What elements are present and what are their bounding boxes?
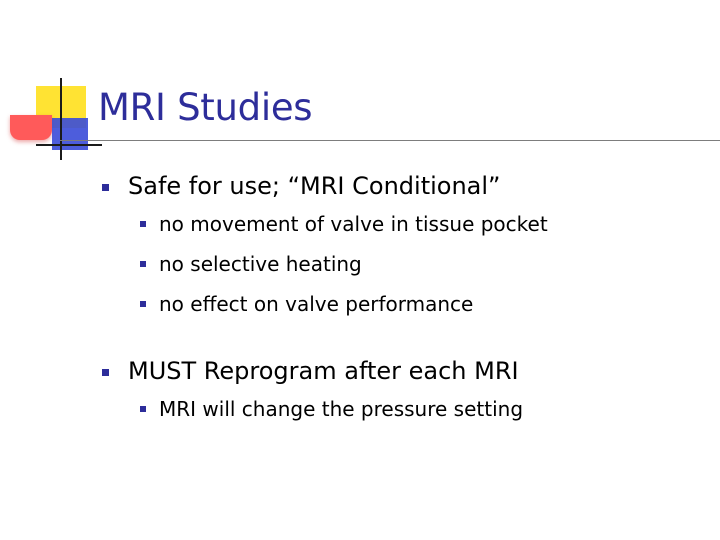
bullet-text: MUST Reprogram after each MRI xyxy=(128,357,519,385)
sub-bullet-item xyxy=(100,284,700,324)
square-bullet-icon xyxy=(102,369,109,376)
sub-bullet-item xyxy=(100,204,700,244)
slide-body xyxy=(100,168,700,429)
square-bullet-icon xyxy=(140,221,146,227)
bullet-item xyxy=(100,353,700,389)
bullet-text: Safe for use; “MRI Conditional” xyxy=(128,172,501,200)
sub-bullet-item xyxy=(100,244,700,284)
sub-bullet-item xyxy=(100,389,700,429)
sub-bullet-text: no effect on valve performance xyxy=(159,292,474,316)
sub-bullet-text: no movement of valve in tissue pocket xyxy=(159,212,548,236)
slide-title: MRI Studies xyxy=(98,86,313,129)
logo-vertical-line xyxy=(60,78,62,160)
square-bullet-icon xyxy=(102,184,109,191)
square-bullet-icon xyxy=(140,261,146,267)
square-bullet-icon xyxy=(140,406,146,412)
logo-red-shape xyxy=(10,115,52,140)
decorative-logo xyxy=(0,0,100,170)
square-bullet-icon xyxy=(140,301,146,307)
logo-horizontal-line xyxy=(36,144,102,146)
title-divider xyxy=(60,140,720,141)
section-spacer xyxy=(100,324,700,353)
sub-bullet-text: MRI will change the pressure setting xyxy=(159,397,524,421)
sub-bullet-text: no selective heating xyxy=(159,252,362,276)
bullet-item xyxy=(100,168,700,204)
